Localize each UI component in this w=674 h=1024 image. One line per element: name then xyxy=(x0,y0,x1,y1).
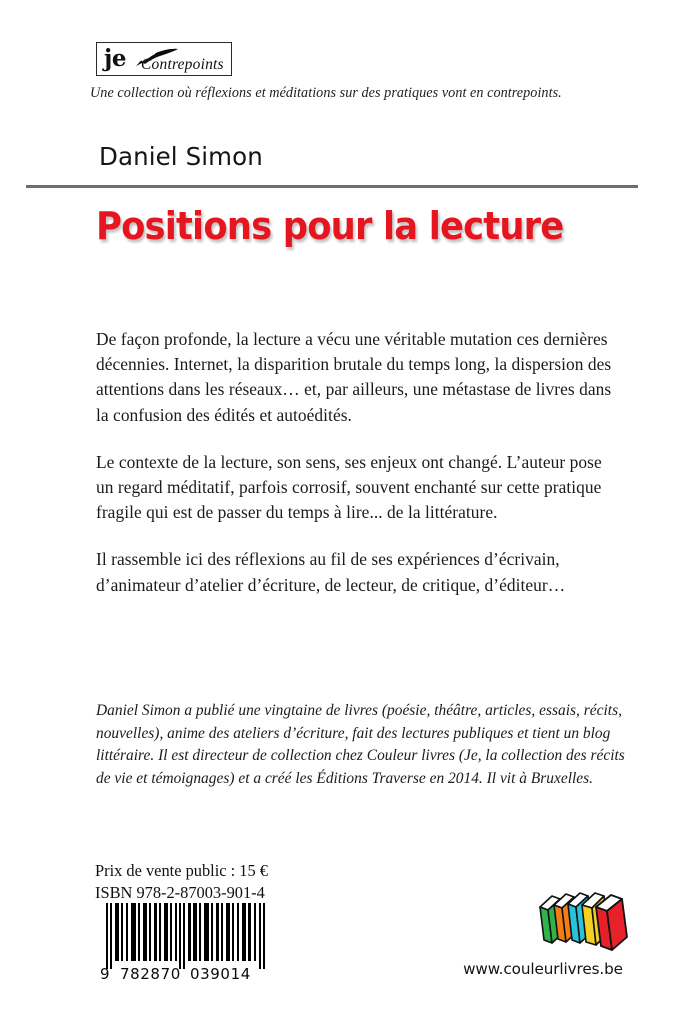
barcode-digit-group-3: 039014 xyxy=(190,965,251,983)
blurb-paragraph: Le contexte de la lecture, son sens, ses enjeux ont changé. L’auteur pose un regard méditatif, parfois corrosif, souvent enchanté sur cette pratique fragile qui est de passer du temps à lire... de la littérature. xyxy=(96,451,602,523)
collection-logo-box xyxy=(96,42,232,76)
blurb-text xyxy=(96,327,616,620)
book-title: Positions pour la lecture xyxy=(96,204,564,248)
ean13-barcode xyxy=(100,903,270,986)
barcode-bars xyxy=(100,903,270,969)
collection-logo-je-label: je xyxy=(104,45,126,72)
commercial-info xyxy=(95,860,268,904)
blurb-paragraph: Il rassemble ici des réflexions au fil de ses expériences d’écrivain, d’animateur d’atelier d’écriture, de lecteur, de critique, d’éditeur… xyxy=(96,549,566,595)
price-line: Prix de vente public : 15 € xyxy=(95,861,268,880)
collection-logo-name: Contrepoints xyxy=(141,56,224,73)
author-name: Daniel Simon xyxy=(99,142,263,171)
barcode-digit-group-2: 782870 xyxy=(120,965,181,983)
isbn-line: ISBN 978-2-87003-901-4 xyxy=(95,883,265,902)
couleur-livres-books-icon xyxy=(536,883,631,955)
publisher-logo xyxy=(448,883,638,988)
author-bio: Daniel Simon a publié une vingtaine de livres (poésie, théâtre, articles, essais, récits, nouvelles), anime des ateliers d’écriture, fait des lectures publiques et tient un blog littéraire. Il est directeur de collection chez Couleur livres (Je, la collection des récits de vie et témoignages) et a créé les Éditions Traverse en 2014. Il vit à Bruxelles. xyxy=(96,702,625,787)
publisher-url: www.couleurlivres.be xyxy=(463,960,623,978)
blurb-paragraph: De façon profonde, la lecture a vécu une véritable mutation ces dernières décennies. Internet, la disparition brutale du temps long, la dispersion des attentions dans les réseaux… et, par ailleurs, une métastase de livres dans la confusion des édités et autoédités. xyxy=(96,329,612,425)
collection-tagline: Une collection où réflexions et méditations sur des pratiques vont en contrepoints. xyxy=(90,85,562,101)
title-divider-rule xyxy=(26,185,638,188)
barcode-digit-group-1: 9 xyxy=(100,965,111,983)
